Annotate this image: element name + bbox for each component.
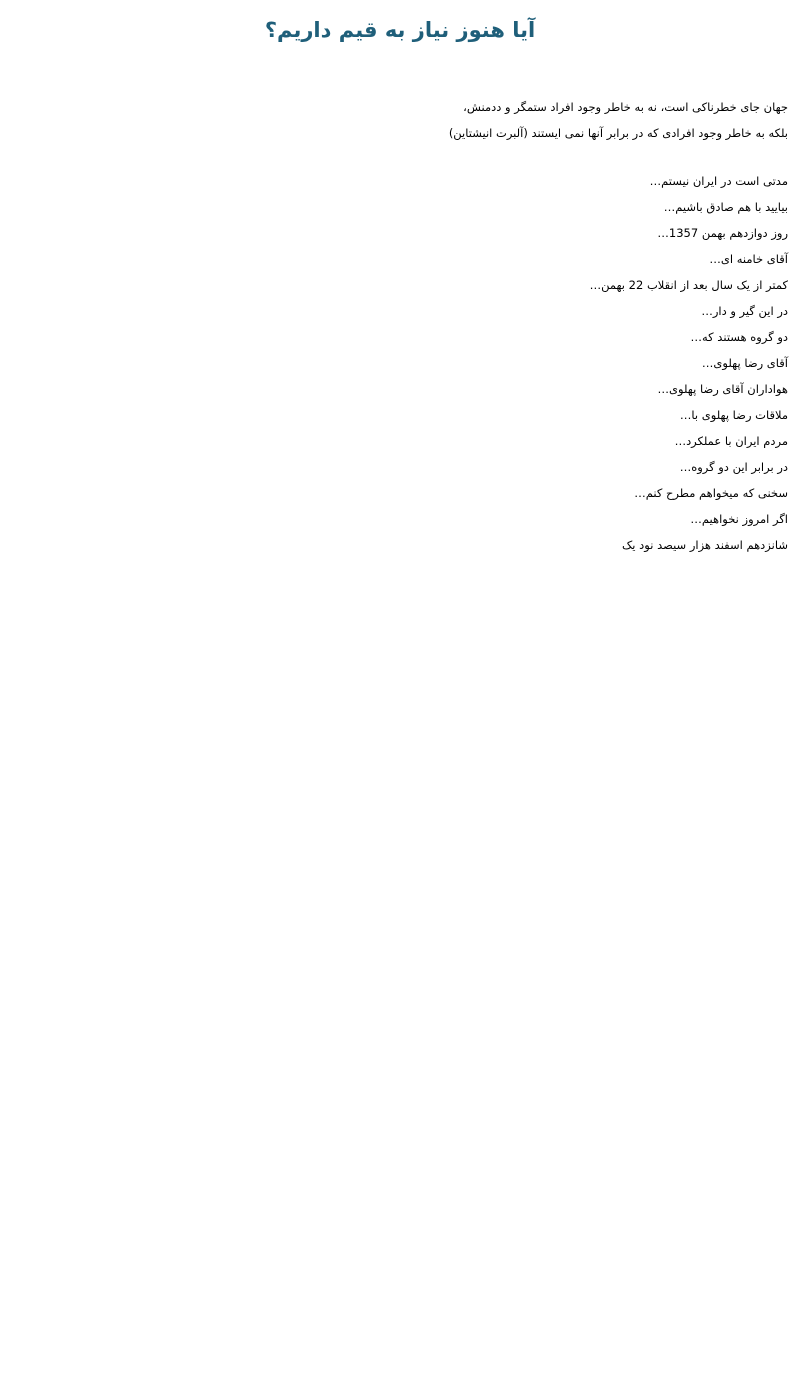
paragraph-3: روز دوازدهم بهمن 1357… [657, 226, 788, 240]
paragraph-1: مدتی است در ایران نیستم… [649, 174, 788, 188]
paragraph-13: سخنی که میخواهم مطرح کنم… [634, 486, 788, 500]
quote-line-2: بلکه به خاطر وجود افرادی که در برابر آنها نمی ایستند (آلبرت انیشتاین) [448, 126, 788, 140]
paragraph-10: ملاقات رضا پهلوی با… [679, 408, 788, 422]
paragraph-9: هواداران آقای رضا پهلوی… [657, 382, 788, 396]
paragraph-4: آقای خامنه ای… [709, 252, 788, 266]
quote-line-1: جهان جای خطرناکی است، نه به خاطر وجود افراد ستمگر و ددمنش، [463, 100, 788, 114]
article-body [12, 174, 788, 526]
article-title: آیا هنوز نیاز به قیم داریم؟ [264, 18, 536, 42]
epigraph-quote [12, 100, 788, 140]
paragraph-6: در این گیر و دار… [701, 304, 788, 318]
paragraph-8: آقای رضا پهلوی… [701, 356, 788, 370]
signature-date: شانزدهم اسفند هزار سیصد نود یک [622, 538, 788, 552]
paragraph-7: دو گروه هستند که… [690, 330, 788, 344]
paragraph-12: در برابر این دو گروه… [679, 460, 788, 474]
paragraph-11: مردم ایران با عملکرد… [674, 434, 788, 448]
paragraph-2: بیایید با هم صادق باشیم… [663, 200, 788, 214]
article-page [0, 0, 800, 552]
paragraph-14: اگر امروز نخواهیم… [690, 512, 788, 526]
paragraph-5: کمتر از یک سال بعد از انقلاب 22 بهمن… [589, 278, 788, 292]
